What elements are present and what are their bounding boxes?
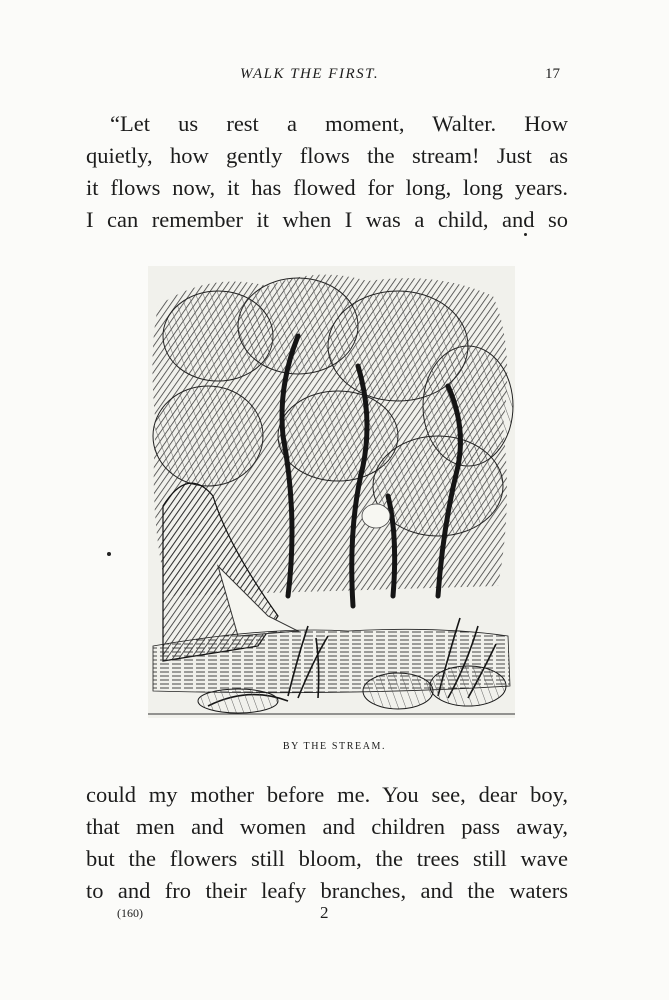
text-line: quietly, how gently flows the stream! Just as (86, 143, 568, 168)
text-line: that men and women and children pass away, (86, 814, 568, 839)
stream-landscape-engraving (148, 266, 515, 718)
ink-fleck (107, 552, 111, 556)
running-title: WALK THE FIRST. (240, 66, 380, 82)
text-line: but the flowers still bloom, the trees still wave (86, 846, 568, 871)
text-line: could my mother before me. You see, dear boy, (86, 782, 568, 807)
gathering-mark: 2 (320, 903, 329, 922)
text-line: “Let us rest a moment, Walter. How (110, 111, 568, 136)
illustration-caption: BY THE STREAM. (282, 741, 387, 752)
printer-signature: (160) (117, 906, 143, 920)
ink-fleck (524, 233, 527, 236)
text-line: I can remember it when I was a child, and so (86, 207, 568, 232)
page-number: 17 (545, 66, 560, 82)
text-line: to and fro their leafy branches, and the waters (86, 878, 568, 903)
text-line: it flows now, it has flowed for long, long years. (86, 175, 568, 200)
engraving-illustration (148, 266, 515, 718)
